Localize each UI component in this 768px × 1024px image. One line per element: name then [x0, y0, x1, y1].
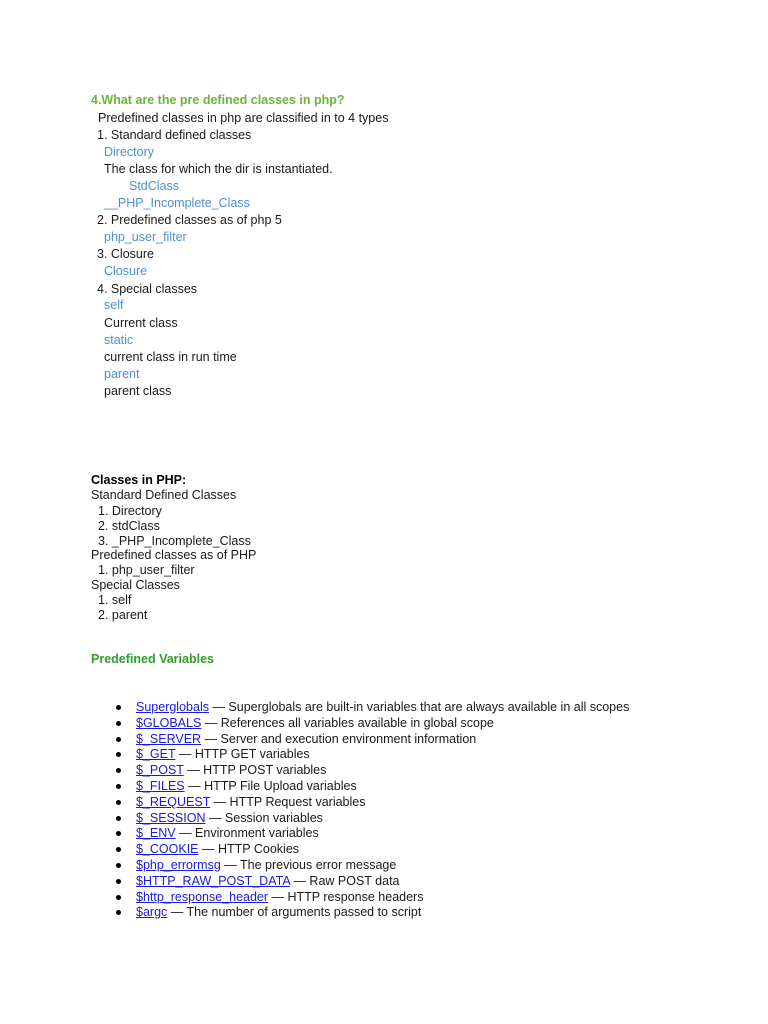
list-bullet	[116, 737, 121, 742]
predefined-variables-heading: Predefined Variables	[91, 652, 214, 666]
std-defined-title: Standard Defined Classes	[91, 488, 237, 502]
class-self-desc: Current class	[104, 316, 178, 330]
list-bullet	[116, 721, 121, 726]
variable-link[interactable]: $_REQUEST	[136, 795, 211, 809]
list-bullet	[116, 752, 121, 757]
variable-link[interactable]: $http_response_header	[136, 890, 269, 904]
list-bullet	[116, 831, 121, 836]
variable-link[interactable]: $GLOBALS	[136, 716, 202, 730]
variable-item	[136, 904, 421, 920]
variable-item	[136, 825, 319, 841]
variable-link[interactable]: $_FILES	[136, 779, 185, 793]
list-bullet	[116, 847, 121, 852]
list-bullet	[116, 879, 121, 884]
list-bullet	[116, 816, 121, 821]
variable-desc: — HTTP GET variables	[175, 747, 310, 761]
class-closure: Closure	[104, 264, 148, 278]
variable-item	[136, 746, 310, 762]
list-bullet	[116, 863, 121, 868]
variable-desc: — HTTP Request variables	[210, 795, 366, 809]
variable-desc: — HTTP Cookies	[198, 842, 300, 856]
variable-link[interactable]: $php_errormsg	[136, 858, 221, 872]
variable-desc: — Server and execution environment information	[201, 732, 477, 746]
std-item-2: 2. stdClass	[98, 519, 160, 533]
list-bullet	[116, 895, 121, 900]
special-classes-title: Special Classes	[91, 578, 180, 592]
predefined-php-title: Predefined classes as of PHP	[91, 548, 257, 562]
list-bullet	[116, 768, 121, 773]
variable-link[interactable]: $_ENV	[136, 826, 176, 840]
variable-link[interactable]: $argc	[136, 905, 168, 919]
pre-item-1: 1. php_user_filter	[98, 563, 195, 577]
group-special-title: 4. Special classes	[97, 282, 198, 296]
list-bullet	[116, 784, 121, 789]
variable-link[interactable]: $_GET	[136, 747, 176, 761]
class-self: self	[104, 298, 124, 312]
class-stdclass: StdClass	[129, 179, 180, 193]
variable-item	[136, 731, 476, 747]
variable-link[interactable]: $_SERVER	[136, 732, 202, 746]
class-php-incomplete: __PHP_Incomplete_Class	[104, 196, 250, 210]
class-directory: Directory	[104, 145, 155, 159]
class-parent: parent	[104, 367, 140, 381]
variable-item	[136, 857, 396, 873]
variable-link[interactable]: $_COOKIE	[136, 842, 199, 856]
class-static-desc: current class in run time	[104, 350, 237, 364]
variable-desc: — Session variables	[205, 811, 323, 825]
variable-item	[136, 873, 400, 889]
variable-link[interactable]: $_SESSION	[136, 811, 206, 825]
variable-desc: — HTTP response headers	[268, 890, 424, 904]
variable-link[interactable]: $_POST	[136, 763, 184, 777]
list-bullet	[116, 705, 121, 710]
class-parent-desc: parent class	[104, 384, 172, 398]
spec-item-1: 1. self	[98, 593, 132, 607]
variable-desc: — HTTP POST variables	[183, 763, 327, 777]
class-php-user-filter: php_user_filter	[104, 230, 187, 244]
group-standard-title: 1. Standard defined classes	[97, 128, 252, 142]
variable-item	[136, 699, 629, 715]
variable-desc: — The previous error message	[220, 858, 397, 872]
list-bullet	[116, 800, 121, 805]
std-item-3: 3. _PHP_Incomplete_Class	[98, 534, 251, 548]
variable-desc: — Superglobals are built-in variables that are always available in all scopes	[208, 700, 630, 714]
variable-link[interactable]: Superglobals	[136, 700, 209, 714]
variable-item	[136, 762, 326, 778]
variable-desc: — References all variables available in global scope	[201, 716, 494, 730]
variable-desc: — HTTP File Upload variables	[184, 779, 357, 793]
variable-desc: — Raw POST data	[289, 874, 400, 888]
list-bullet	[116, 910, 121, 915]
class-static: static	[104, 333, 134, 347]
variable-desc: — The number of arguments passed to script	[167, 905, 422, 919]
group-closure-title: 3. Closure	[97, 247, 154, 261]
question-heading: 4.What are the pre defined classes in php?	[91, 93, 345, 107]
variable-item	[136, 889, 423, 905]
group-predefined-title: 2. Predefined classes as of php 5	[97, 213, 282, 227]
variable-item	[136, 841, 299, 857]
variable-link[interactable]: $HTTP_RAW_POST_DATA	[136, 874, 290, 888]
spec-item-2: 2. parent	[98, 608, 148, 622]
variable-item	[136, 810, 323, 826]
variable-desc: — Environment variables	[175, 826, 319, 840]
intro-text: Predefined classes in php are classified in to 4 types	[98, 111, 389, 125]
class-directory-desc: The class for which the dir is instantiated.	[104, 162, 333, 176]
variable-item	[136, 715, 494, 731]
variable-item	[136, 778, 357, 794]
classes-in-php-heading: Classes in PHP:	[91, 473, 187, 487]
variable-item	[136, 794, 366, 810]
std-item-1: 1. Directory	[98, 504, 162, 518]
